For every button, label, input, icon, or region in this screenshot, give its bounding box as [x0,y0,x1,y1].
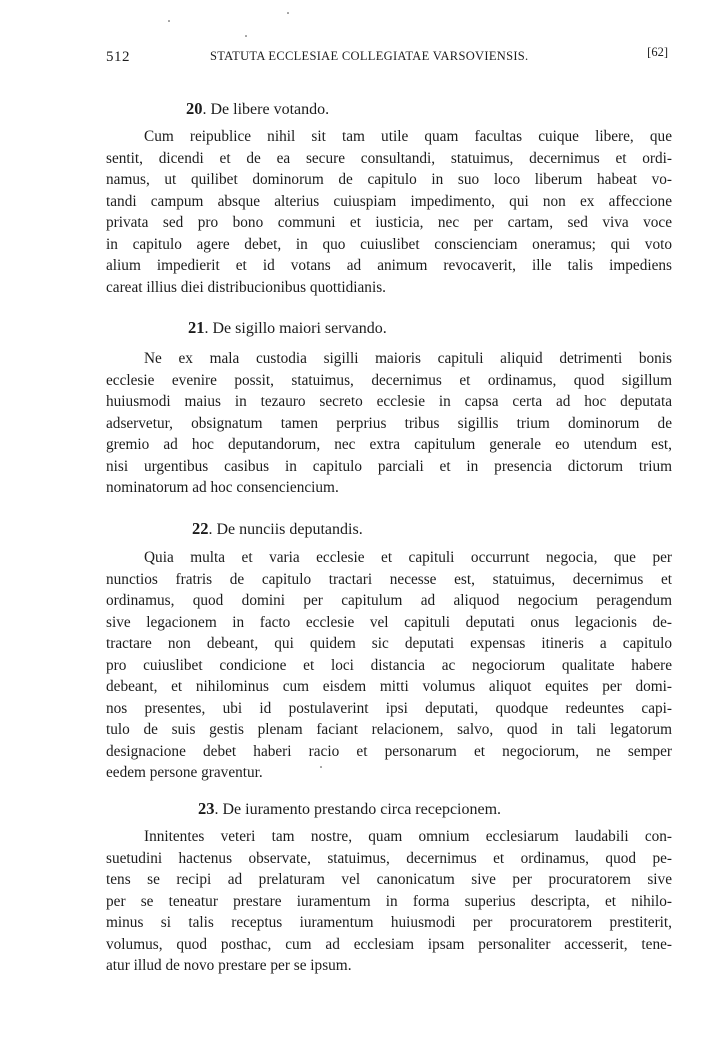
text-line: gremio ad hoc deputandorum, nec extra capitulum generale eo utendum est, [106,436,672,453]
section-title: . De iuramento prestando circa recepcionem. [214,801,502,818]
text-line: suetudini hactenus observate, statuimus, decernimus et ordinamus, quod pe- [106,849,672,867]
text-line: eedem persone graventur. [106,764,263,781]
section-number: 21 [188,318,205,337]
text-line: sentit, dicendi et de ea secure consultandi, statuimus, decernimus et ordi- [106,149,672,167]
text-line: ecclesie evenire possit, statuimus, decernimus et ordinamus, quod sigillum [106,371,672,389]
section-heading [188,318,387,338]
bracket-page-number: [62] [647,45,668,59]
section-heading [198,799,501,819]
text-line: atur illud de novo prestare per se ipsum. [106,957,352,974]
text-line: Ne ex mala custodia sigilli maioris capituli aliquid detrimenti bonis [144,350,672,367]
scan-speck [245,35,247,37]
text-line: nunctios fratris de capitulo tractari necesse est, statuimus, decernimus et [106,570,672,588]
text-line: tractare non debeant, qui quidem sic deputati expensas itineris a capitulo [106,635,672,652]
text-line: nisi urgentibus casibus in capitulo parciali et in presencia dictorum trium [106,457,672,475]
text-line: sive legacionem in facto ecclesie vel capituli deputati onus legacionis de- [106,613,672,631]
text-line: per se teneatur prestare iuramentum in forma superius descripta, et nihilo- [106,892,672,910]
scan-speck [287,12,289,14]
section-heading [192,519,363,539]
section-title: . De sigillo maiori servando. [204,320,387,337]
text-line: tandi campum absque alterius cuiuspiam impedimento, qui non ex affeccione [106,192,672,210]
text-line: tulo de suis gestis plenam faciant relacionem, salvo, quod in tali legatorum [106,721,672,738]
text-line: debeant, et nihilominus cum eisdem mitti volumus aliquot equites per domi- [106,678,672,695]
text-line: designacione debet haberi racio et personarum et negociorum, ne semper [106,742,672,760]
page-number: 512 [106,49,130,65]
section-heading [186,99,329,119]
text-line: volumus, quod posthac, cum ad ecclesiam ipsam personaliter accesserit, tene- [106,935,672,953]
section-number: 22 [192,519,209,538]
text-line: nos presentes, ubi id postulaverint ipsi deputati, quodque redeuntes capi- [106,699,672,717]
text-line: pro cuiuslibet condicione et loci distancia ac negociorum qualitate habere [106,656,672,674]
text-line: namus, ut quilibet dominorum de capitulo in suo loco liberum habeat vo- [106,171,672,188]
section-title: . De libere votando. [202,101,330,118]
section-number: 20 [186,99,203,118]
text-line: Innitentes veteri tam nostre, quam omnium ecclesiarum laudabili con- [144,828,672,845]
text-line: tens se recipi ad prelaturam vel canonicatum sive per procuratorem sive [106,871,672,888]
running-title: STATUTA ECCLESIAE COLLEGIATAE VARSOVIENSIS. [210,49,529,63]
text-line: huiusmodi maius in tezauro secreto ecclesie in capsa certa ad hoc deputata [106,393,672,410]
section-title: . De nunciis deputandis. [208,521,363,538]
page-header [106,45,672,69]
text-line: privata sed pro bono communi et iusticia, nec per cartam, sed viva voce [106,214,672,231]
text-line: minus si talis receptus iuramentum huiusmodi per procuratorem prestiterit, [106,914,672,931]
text-line: in capitulo agere debet, in quo cuiuslibet conscienciam oneramus; qui voto [106,235,672,253]
text-line: Quia multa et varia ecclesie et capituli occurrunt negocia, que per [144,549,672,566]
text-line: Cum reipublice nihil sit tam utile quam facultas cuique libere, que [144,128,672,145]
text-line: ordinamus, quod domini per capitulum ad aliquod negocium peragendum [106,592,672,609]
text-line: careat illius diei distribucionibus quottidianis. [106,278,386,296]
section-number: 23 [198,799,215,818]
text-line: alium impedierit et id votans ad animum revocaverit, ille talis impediens [106,257,672,274]
text-line: adservetur, obsignatum tamen perprius tribus sigillis trium dominorum de [106,414,672,432]
text-line: nominatorum ad hoc consenciencium. [106,479,339,496]
scan-speck [168,20,170,22]
